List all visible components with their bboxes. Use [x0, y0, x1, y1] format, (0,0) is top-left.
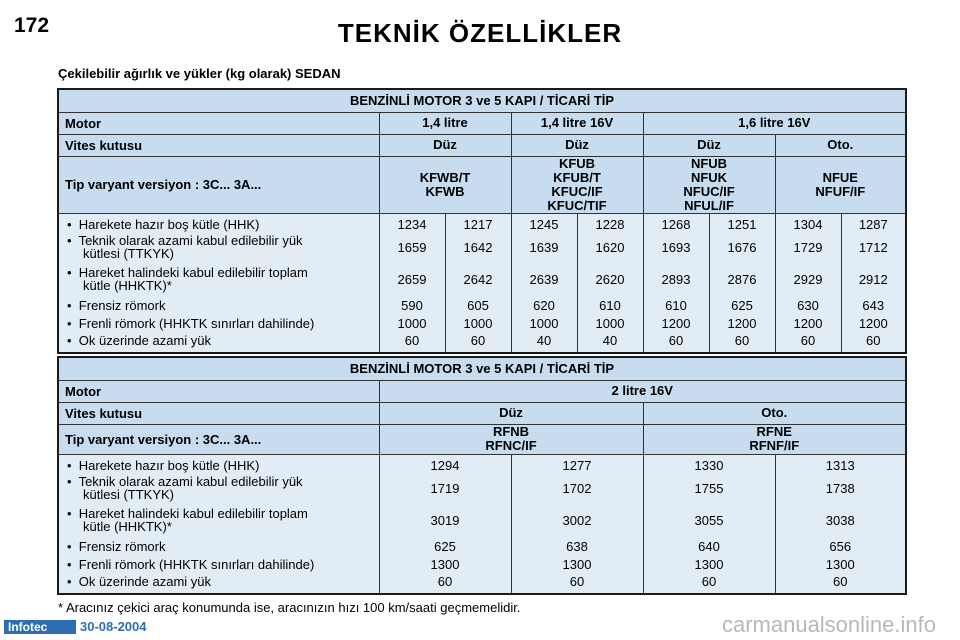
- value-cell: 1676: [709, 232, 775, 263]
- page-title: TEKNİK ÖZELLİKLER: [337, 18, 623, 48]
- bullet: •: [67, 457, 72, 473]
- value-cell: 1620: [577, 232, 643, 263]
- bullet: •: [67, 297, 72, 313]
- value-cell: 1287: [841, 213, 906, 232]
- table-title: BENZİNLİ MOTOR 3 ve 5 KAPI / TİCARİ TİP: [58, 89, 906, 112]
- watermark: carmanualsonline.info: [721, 612, 936, 637]
- spec-table-2: [57, 356, 907, 595]
- table-row: [58, 473, 906, 504]
- value-cell: 610: [643, 296, 709, 315]
- value-cell: 590: [379, 296, 445, 315]
- value-cell: 1234: [379, 213, 445, 232]
- gearbox-label: Vites kutusu: [58, 134, 379, 156]
- gearbox-label: Vites kutusu: [58, 402, 379, 424]
- motor-label: Motor: [58, 380, 379, 402]
- value-cell: 1300: [379, 556, 511, 574]
- value-cell: 625: [379, 537, 511, 556]
- bullet: •: [67, 474, 72, 489]
- variant-line: KFWB: [425, 183, 465, 199]
- value-cell: 2642: [445, 263, 511, 296]
- row-label: • Harekete hazır boş kütle (HHK): [58, 454, 379, 473]
- variant-cell: [643, 156, 775, 213]
- value-cell: 1693: [643, 232, 709, 263]
- value-cell: 1200: [841, 315, 906, 333]
- variant-cell: [775, 156, 906, 213]
- row-label: • Hareket halindeki kabul edilebilir toplam kütle (HHKTK)*: [58, 263, 379, 296]
- gearbox-cell: Düz: [643, 134, 775, 156]
- variant-label: Tip varyant versiyon : 3C... 3A...: [58, 424, 379, 454]
- row-label: • Frenli römork (HHKTK sınırları dahilinde): [58, 556, 379, 574]
- section-subtitle: Çekilebilir ağırlık ve yükler (kg olarak) SEDAN: [58, 66, 341, 81]
- table-row: [58, 232, 906, 263]
- value-cell: 60: [511, 574, 643, 594]
- value-cell: 60: [643, 333, 709, 353]
- variant-line: KFUC/IF: [551, 183, 603, 199]
- table-row: [58, 315, 906, 333]
- row-label: • Frensiz römork: [58, 296, 379, 315]
- variant-cell: [379, 424, 643, 454]
- footnote: * Aracınız çekici araç konumunda ise, aracınızın hızı 100 km/saati geçmemelidir.: [58, 600, 521, 615]
- value-cell: 3002: [511, 504, 643, 537]
- value-cell: 1304: [775, 213, 841, 232]
- value-cell: 1228: [577, 213, 643, 232]
- bullet: •: [67, 216, 72, 232]
- variant-line: RFNB: [492, 424, 530, 439]
- variant-cell: [379, 156, 511, 213]
- value-cell: 1200: [775, 315, 841, 333]
- value-cell: 2912: [841, 263, 906, 296]
- row-label: • Teknik olarak azami kabul edilebilir yük kütlesi (TTKYK): [58, 473, 379, 504]
- bullet: •: [67, 574, 72, 589]
- page-number: 172: [14, 14, 50, 37]
- value-cell: 2659: [379, 263, 445, 296]
- value-cell: 1719: [379, 473, 511, 504]
- table-row: [58, 504, 906, 537]
- value-cell: 60: [775, 574, 906, 594]
- value-cell: 1000: [511, 315, 577, 333]
- value-cell: 3055: [643, 504, 775, 537]
- variant-line: KFUB/T: [553, 169, 601, 185]
- variant-line: RFNC/IF: [485, 438, 537, 453]
- value-cell: 1251: [709, 213, 775, 232]
- value-cell: 1268: [643, 213, 709, 232]
- table-row: [58, 296, 906, 315]
- value-cell: 1294: [379, 454, 511, 473]
- table-row: [58, 454, 906, 473]
- gearbox-cell: Düz: [511, 134, 643, 156]
- motor-cell: 1,4 litre: [379, 112, 511, 134]
- value-cell: 1217: [445, 213, 511, 232]
- bullet: •: [67, 265, 72, 280]
- value-cell: 1200: [643, 315, 709, 333]
- value-cell: 656: [775, 537, 906, 556]
- value-cell: 60: [379, 574, 511, 594]
- value-cell: 1300: [511, 556, 643, 574]
- value-cell: 2876: [709, 263, 775, 296]
- value-cell: 2929: [775, 263, 841, 296]
- value-cell: 1245: [511, 213, 577, 232]
- value-cell: 1659: [379, 232, 445, 263]
- value-cell: 625: [709, 296, 775, 315]
- variant-line: KFWB/T: [419, 169, 471, 185]
- value-cell: 2639: [511, 263, 577, 296]
- value-cell: 60: [841, 333, 906, 353]
- value-cell: 60: [445, 333, 511, 353]
- variant-line: KFUC/TIF: [547, 197, 607, 213]
- bullet: •: [67, 506, 72, 521]
- value-cell: 638: [511, 537, 643, 556]
- motor-label: Motor: [58, 112, 379, 134]
- value-cell: 1738: [775, 473, 906, 504]
- value-cell: 1300: [643, 556, 775, 574]
- variant-line: NFUB: [690, 155, 728, 171]
- value-cell: 643: [841, 296, 906, 315]
- bullet: •: [67, 557, 72, 572]
- value-cell: 1755: [643, 473, 775, 504]
- value-cell: 1330: [643, 454, 775, 473]
- motor-cell: 1,6 litre 16V: [643, 112, 906, 134]
- value-cell: 1000: [379, 315, 445, 333]
- variant-label: Tip varyant versiyon : 3C... 3A...: [58, 156, 379, 213]
- row-label: • Ok üzerinde azami yük: [58, 333, 379, 353]
- table-row: [58, 574, 906, 594]
- value-cell: 40: [577, 333, 643, 353]
- value-cell: 640: [643, 537, 775, 556]
- infotec-logo: Infotec: [4, 620, 76, 634]
- value-cell: 3019: [379, 504, 511, 537]
- bullet: •: [67, 233, 72, 248]
- table-row: [58, 333, 906, 353]
- value-cell: 1729: [775, 232, 841, 263]
- variant-line: NFUE: [822, 169, 858, 185]
- bullet: •: [67, 538, 72, 554]
- value-cell: 605: [445, 296, 511, 315]
- value-cell: 1200: [709, 315, 775, 333]
- variant-line: RFNE: [756, 424, 792, 439]
- value-cell: 2620: [577, 263, 643, 296]
- value-cell: 3038: [775, 504, 906, 537]
- value-cell: 1712: [841, 232, 906, 263]
- table-title: BENZİNLİ MOTOR 3 ve 5 KAPI / TİCARİ TİP: [58, 357, 906, 380]
- gearbox-cell: Oto.: [643, 402, 906, 424]
- value-cell: 1000: [577, 315, 643, 333]
- row-label: • Ok üzerinde azami yük: [58, 574, 379, 594]
- variant-line: NFUL/IF: [684, 197, 734, 213]
- value-cell: 60: [709, 333, 775, 353]
- value-cell: 630: [775, 296, 841, 315]
- variant-line: NFUK: [690, 169, 728, 185]
- motor-cell: 1,4 litre 16V: [511, 112, 643, 134]
- value-cell: 2893: [643, 263, 709, 296]
- bullet: •: [67, 333, 72, 348]
- value-cell: 40: [511, 333, 577, 353]
- variant-line: NFUC/IF: [683, 183, 735, 199]
- value-cell: 60: [775, 333, 841, 353]
- value-cell: 1642: [445, 232, 511, 263]
- table-row: [58, 556, 906, 574]
- spec-table-1: [57, 88, 907, 354]
- variant-cell: [511, 156, 643, 213]
- variant-line: RFNF/IF: [749, 438, 800, 453]
- value-cell: 1277: [511, 454, 643, 473]
- table-row: [58, 263, 906, 296]
- value-cell: 60: [379, 333, 445, 353]
- table-row: [58, 213, 906, 232]
- value-cell: 60: [643, 574, 775, 594]
- row-label: • Harekete hazır boş kütle (HHK): [58, 213, 379, 232]
- value-cell: 1300: [775, 556, 906, 574]
- value-cell: 610: [577, 296, 643, 315]
- value-cell: 1702: [511, 473, 643, 504]
- value-cell: 1639: [511, 232, 577, 263]
- footer-date: 30-08-2004: [80, 619, 147, 634]
- variant-line: NFUF/IF: [815, 183, 866, 199]
- row-label: • Teknik olarak azami kabul edilebilir yük kütlesi (TTKYK): [58, 232, 379, 263]
- motor-cell: 2 litre 16V: [379, 380, 906, 402]
- gearbox-cell: Oto.: [775, 134, 906, 156]
- variant-cell: [643, 424, 906, 454]
- value-cell: 1313: [775, 454, 906, 473]
- row-label: • Hareket halindeki kabul edilebilir toplam kütle (HHKTK)*: [58, 504, 379, 537]
- gearbox-cell: Düz: [379, 402, 643, 424]
- bullet: •: [67, 316, 72, 331]
- value-cell: 1000: [445, 315, 511, 333]
- value-cell: 620: [511, 296, 577, 315]
- variant-line: KFUB: [558, 155, 596, 171]
- gearbox-cell: Düz: [379, 134, 511, 156]
- row-label: • Frensiz römork: [58, 537, 379, 556]
- row-label: • Frenli römork (HHKTK sınırları dahilinde): [58, 315, 379, 333]
- table-row: [58, 537, 906, 556]
